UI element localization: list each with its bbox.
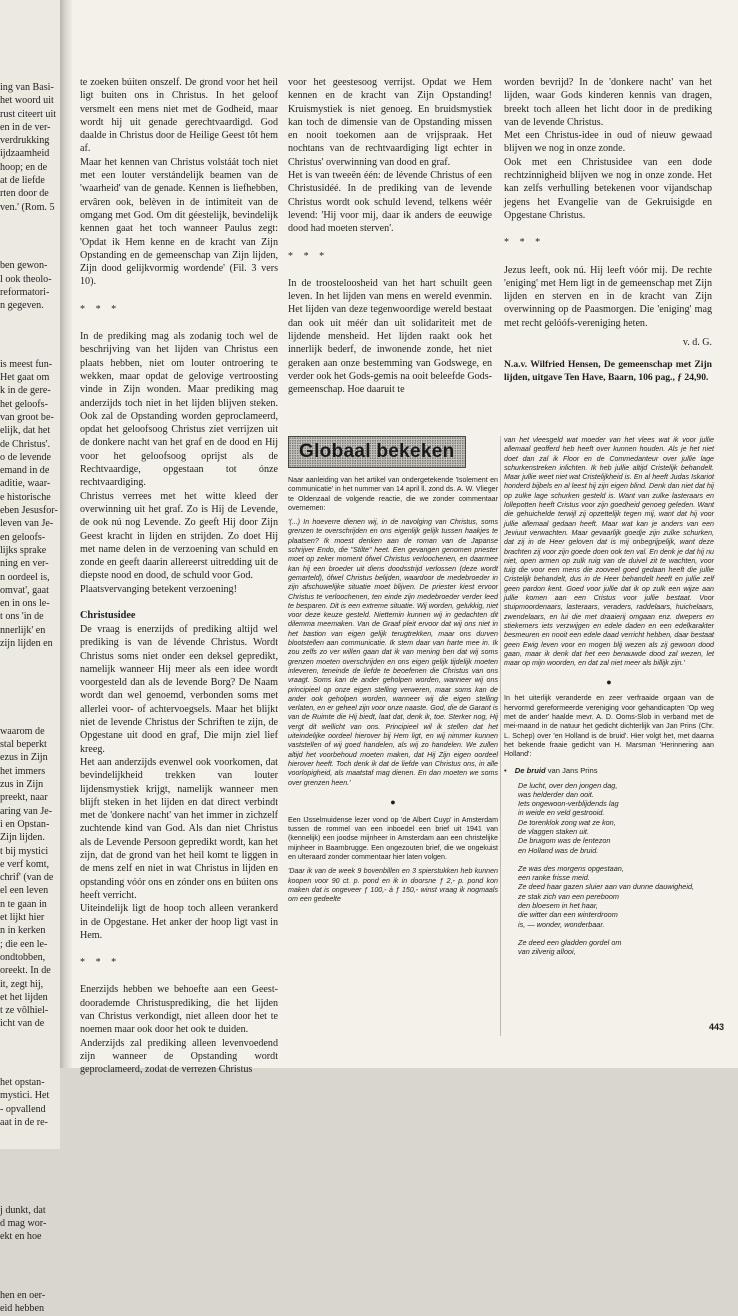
strip-fragment: leven van Je- (0, 518, 54, 530)
col1-paragraph: Anderzijds zal prediking alleen levenvoedend zijn wanneer de Opstanding wordt geproclameerd, zodat de verrezen Christus (80, 1037, 278, 1076)
strip-fragment: mystici. Het (0, 1090, 50, 1102)
strip-fragment: zus in Zijn (0, 779, 44, 791)
strip-fragment: at de liefde (0, 175, 45, 187)
col1-paragraph: te zoeken búiten onszelf. De grond voor het heil ligt buiten ons in Christus. In het geloof versmelt een mens niet met de Godheid, maar wordt hij uit genade gerechtvaardigd. God daalde in Christus door de Heilige Geest tôt hem af. (80, 77, 278, 155)
strip-fragment (0, 1260, 60, 1273)
bullet-separator: ● (390, 796, 396, 807)
strip-fragment (0, 230, 60, 243)
strip-fragment: ezus in Zijn (0, 752, 48, 764)
strip-fragment: k in de gere- (0, 385, 51, 397)
magazine-page (72, 0, 738, 1076)
strip-fragment: omvat', gaat (0, 584, 49, 596)
col3-paragraph: Met een Christus-idee in oud of nieuw gewaad blijven we nog in onze zonde. (504, 130, 712, 155)
strip-fragment: en in de ver- (0, 121, 51, 133)
strip-fragment: zijn lijden en (0, 637, 53, 649)
poem-line: Ze deed een gladden gordel om (518, 937, 622, 947)
strip-fragment: n oordeel is, (0, 571, 50, 583)
strip-fragment: rten door de (0, 188, 49, 200)
strip-fragment: et het lijden (0, 991, 48, 1003)
poem (504, 781, 714, 957)
poem-line: een ranke frisse meid. (518, 873, 590, 883)
strip-fragment: emand in de (0, 465, 50, 477)
poem-line: die witter dan een winterdroom (518, 910, 618, 920)
poem-line: den bloesem in het haar, (518, 901, 598, 911)
strip-fragment: t ons 'in de (0, 611, 44, 623)
col2-paragraph: voor het geestesoog verrijst. Opdat we Hem kennen en de kracht van Zijn Opstanding! Kruismystiek is niet genoeg. En bruidsmystiek kan toch de dimensie van de Opstanding missen en nooit toekomen aan de vrijspraak. Het nochtans van de rechtvaardiging ligt echter in Christus' overwinning van dood en graf. (288, 77, 492, 168)
strip-fragment: de Christus'. (0, 438, 51, 450)
strip-fragment: stal beperkt (0, 739, 47, 751)
ijssel-intro: Een IJsselmuidense lezer vond op 'de Albert Cuyp' in Amsterdam tussen de rommel van een inboedel een brief uit 1941 van (kennelijk) een joodse mijnheer in Amsterdam aan een christelijke mijnheer in Baarnbrugge. Een ongezouten brief, die we ongekuist en ulteraard zonder commentaar hier laten volgen. (288, 815, 498, 861)
strip-fragment: e verf komt, (0, 858, 50, 870)
poem-line: De torenklok zong wat ze kon, (518, 817, 616, 827)
strip-fragment: n te gaan in (0, 898, 47, 910)
strip-fragment: en geloofs- (0, 531, 46, 543)
page-number: 443 (708, 1022, 724, 1032)
poem-line: en Holland was de bruid. (518, 845, 599, 855)
strip-fragment: ; die een le- (0, 938, 48, 950)
strip-fragment: i en Opstan- (0, 818, 50, 830)
strip-fragment: is meest fun- (0, 358, 53, 370)
box-title-wrap (288, 436, 498, 468)
column-2 (288, 76, 492, 397)
strip-fragment: ben gewon- (0, 260, 48, 272)
book-reference: N.a.v. Wilfried Hensen, De gemeenschap met Zijn lijden, uitgave Ten Have, Baarn, 106 pag., ƒ 24,90. (504, 359, 712, 383)
strip-fragment (0, 1145, 60, 1158)
previous-page-strip (0, 0, 60, 1315)
poem-line: de vlaggen staken uit. (518, 826, 589, 836)
strip-fragment: elijk, dat het (0, 425, 51, 437)
col3-paragraph: worden bevrijd? In de 'donkere nacht' van het lijden, waar Gods kinderen kennis van dragen, breekt toch alleen het licht door in de prediking van de levende Christus. (504, 77, 712, 128)
column-1 (80, 76, 278, 1076)
author-signature: v. d. G. (682, 337, 712, 349)
strip-fragment: ven.' (Rom. 5 (0, 201, 55, 213)
strip-fragment: et lijkt hier (0, 912, 45, 924)
strip-fragment: icht van de (0, 1018, 45, 1030)
poem-line: in weide en veld gestrooid. (518, 808, 605, 818)
globaal-bekeken-right (504, 436, 714, 966)
col3-paragraph: Jezus leeft, ook nú. Hij leeft vóór mij. De rechte 'eniging' met Hem ligt in de gemeenschap met Zijn lijden en sterven en in de kracht van Zijn overwinning op de Paasmorgen. Die 'eniging' mag met recht gelóófs-vereniging heten. (504, 264, 712, 329)
strip-fragment: chrif' (van de (0, 872, 54, 884)
strip-fragment: o de levende (0, 451, 52, 463)
section-separator: * * * (80, 303, 121, 315)
poem-author: van Jans Prins (547, 765, 598, 775)
strip-fragment: t bij mystici (0, 845, 49, 857)
col1-paragraph: Christus verrees met het witte kleed der overwinning uit het graf. Zo is Hij de Levende, de ook nú nog Levende. Zo geeft Hij door Zijn Geest kracht in lijden en strijden. Zo doet Hij met name delen in de verzoening van schuld en zonde en geeft daarin allereerst uitredding uit de diepste nood en dood, de schuld voor God. (80, 490, 278, 582)
poem-stanza-2 (518, 864, 714, 929)
strip-fragment: van groot be- (0, 411, 54, 423)
col1-paragraph: Plaatsvervanging betekent verzoening! (80, 583, 237, 595)
strip-fragment (0, 666, 60, 679)
strip-fragment: l ook theolo- (0, 273, 52, 285)
strip-fragment: ing van Basi- (0, 82, 54, 93)
globaal-bekeken-left (288, 436, 498, 904)
col2-paragraph: Het is van tweeën één: de lévende Christus of een Christusidéé. In de prediking van de levende Christus wordt ook schuld levend, telkens wéér levend: 'Hij voor mij, daar ik anders de eeuwige dood had moeten sterven'. (288, 170, 492, 235)
strip-fragment: ning en ver- (0, 558, 49, 570)
strip-fragment: el een leven (0, 885, 49, 897)
col1-paragraph: De vraag is enerzijds of prediking altijd wel prediking is van de lévende Christus. Wordt Christus soms niet onder een deksel gepredikt, namelijk wanneer Hij meer als een idee wordt voorgesteld dan als de levende Borg? De Naam wordt dan wel genoemd, verbonden soms met allerlei voor- of achtervoegsels. Maar het blijkt niet de levende Christus der Schriften te zijn, de Opgestane uit dood en graf, Die mijn ziel lief kreeg. (80, 623, 278, 755)
strip-fragment: it, zegt hij, (0, 978, 44, 990)
strip-fragment: Het gaat om (0, 372, 50, 384)
col3-paragraph: Ook met een Christusidee van een dode rechtzinnigheid blijven we nog in onze zonde. Het kan zelfs verhulling betekenen voor vijandschap jegens het Evangelie van de Gekruisigde en Opgestane Christus. (504, 156, 712, 221)
strip-fragment: aring van Je- (0, 805, 53, 817)
strip-fragment: aat in de re- (0, 1116, 48, 1128)
box-intro: Naar aanleiding van het artikel van ondergetekende 'Isolement en communicatie' in het nummer van 14 april ll. zond ds. A. W. Vlieger te Oldenzaal de volgende reactie, die we zonder commentaar overnemen: (288, 476, 498, 512)
strip-fragment: ijdzaamheid (0, 148, 50, 160)
poem-stanza-1 (518, 781, 714, 855)
strip-fragment: het immers (0, 765, 46, 777)
poem-line: De bruigom was de lentezon (518, 836, 611, 846)
bullet-separator: ● (606, 677, 612, 688)
poem-stanza-3 (518, 938, 714, 957)
strip-fragment: t ze vôlhiel- (0, 1005, 49, 1017)
strip-fragment (0, 328, 60, 341)
poem-line: ze stak zich van een pereboom (518, 891, 619, 901)
col1-paragraph: Uiteindelijk ligt de hoop toch alleen verankerd in de Opgestane. Het anker der hoop ligt vast in Hem. (80, 903, 278, 941)
poem-line: van zilverig allooi, (518, 947, 576, 957)
strip-fragment: nnerlijk' en (0, 624, 46, 636)
poem-line: Ze deed haar gazen sluier aan van dunne dauwigheid, (518, 882, 695, 892)
strip-fragment: lijks sprake (0, 544, 47, 556)
col1-paragraph: Maar het kennen van Christus volstáát toch niet met een louter verstándelijk beamen van de 'waarheid' van de genade. Kennen is liefhebben, ervâren ook, belèven in de intimiteit van de omgang met God. Om dit géestelijk, bevindelijk kennen gaat het toch wanneer Paulus zegt: 'Opdat ik Hem kenne en de kracht van Zijn Opstanding en de gemeenschap van Zijn lijden, Zijn dood gelijkvormig wordende' (Fil. 3 vers 10). (80, 156, 278, 288)
strip-fragment: j dunkt, dat (0, 1204, 46, 1216)
strip-fragment: aditie, waar- (0, 478, 51, 490)
poem-line: Iets ongewoon-verblijdends lag (518, 799, 619, 809)
strip-fragment: hen en oer- (0, 1289, 46, 1301)
strip-fragment: verdrukking (0, 135, 50, 147)
strip-fragment: - opvallend (0, 1103, 46, 1115)
page-gutter (60, 0, 72, 1068)
poem-intro: In het uiterlijk veranderde en zeer verfraaide orgaan van de hervormd gereformeerde vereniging voor gehandicapten 'Op weg met de ander' haalde mevr. A. D. Ooms-Slob in verband met de mei-maand in de natuur het gedicht dichterlijk van Jan Prins (Chr. L. Schep) over 'en Holland is de bruid'. Hier volgt het, met daarna het bekende fraaie gedicht van H. Marsman 'Herinnering aan Holland': (504, 694, 714, 759)
strip-fragment: n in kerken (0, 925, 46, 937)
col1-paragraph: In de prediking mag als zodanig toch wel de beschrijving van het lijden van Christus een plaats hebben, niet om louter ontroering te wekken, maar opdat de gelovige vertroosting vinde in Zijn wonden. Maar prediking mag anderzijds toch niet in het lijden blijven steken. Ook zal de Opstanding worden geproclameerd, opdat het geloofsoog Christus zíet verrijzen uit de donkere nacht van het graf en de dood en Hij voor het geloofsoog oprijst als de Rechtvaardige, opgestaan tot ónze rechtvaardiging. (80, 331, 278, 489)
strip-fragment: eben Jesusfor- (0, 505, 58, 517)
poem-heading (504, 766, 714, 775)
strip-fragment: Zijn lijden. (0, 832, 45, 844)
box-divider-line (500, 436, 501, 1036)
strip-fragment: waarom de (0, 725, 45, 737)
section-separator: * * * (504, 237, 545, 249)
box-title: Globaal bekeken (288, 436, 466, 468)
strip-fragment: d mag wor- (0, 1218, 47, 1230)
strip-fragment: preekt, naar (0, 792, 48, 804)
ijssel-quote: 'Daar ik van de week 9 bovenbillen en 3 spierstukken heb kunnen koopen voor 90 ct. p. pond en ik in doorsne ƒ 2,- p. pond kon maken dat is ongeveer ƒ 100,- à ƒ 150,- winst vraag ik nogmaals om een gedeelte (288, 867, 498, 904)
strip-fragment: hoop; en de (0, 161, 48, 173)
strip-fragment: het woord uit (0, 95, 54, 107)
column-3 (504, 76, 712, 385)
section-separator: * * * (288, 250, 329, 262)
poem-title: De bruid (514, 765, 546, 775)
box-quote: '(...) In hoeverre dienen wij, in de navolging van Christus, soms grenzen te overschrijden en ons eigenlijk gelijk tussen haakjes te plaatsen? Ik moest denken aan de roman van de Japanse schrijver Endo, die "Stilte" heet. Een gevangen genomen priester moet op zeker moment ófwel Christus verloochenen, en daarmee kan hij een broeder uit diens doodsstrijd verlossen (deze wordt gemarteld), ófwel Christus belijden, waardoor de medebroeder in zijn afschuwelijke situatie moet blijven. De priester kiest ervoor Christus te verloochenen, ten einde zijn medebroeder verder leed te besparen. Dit is een extreme situatie. Wij worden, gelukkig, niet voor deze keuze gesteld. Niettemin kunnen wij in gedachten dit dilemma meemaken. Van de Graaf pleit ervoor dat wij ons niet in het bastion van eigen gelijk terugtrekken, maar ons durven blootstellen aan communicatie. Ik stem daar van harte mee in. Ik zou zelfs zo ver willen gaan dat ik van mening ben dat wij soms grenzen moeten overschrijden en ons eigen gelijk tijdelijk moeten inleveren, teneinde de liefde te beoefenen die Christus van ons vraagt. Soms kan de ander geholpen worden, wanneer wij ons principieel op onze eigen stelling verweren, maar soms kan de ander ook geholpen worden, wanneer wij die eigen stelling verlaten, en er geheel zijn voor onze naaste. God, die de Garant is van de Ruimte die Hij biedt, laat dat, denk ik, toe. Sterker nog, Hij vergt dit wellicht van ons. Principieel wil ik stellen dat het uiteindelijke oordeel hierover bij Hem ligt, en wij nimmer kunnen vaststellen of wij goed handelen, als wij zo handelen. We zullen altijd het voorbehoud moeten maken, dat Hij Zijn eigen oordeel hierover heeft. Toch denk ik dat de liefde van Christus ons, in alle voorlopigheid, als maatstaf mag dienen. En dan moeten we soms over grenzen heen.' (288, 518, 498, 787)
strip-fragment: en in ons le- (0, 598, 50, 610)
strip-fragment: reformatori- (0, 286, 50, 298)
strip-fragment: het opstan- (0, 1077, 45, 1088)
strip-fragment: oreekt. In de (0, 965, 51, 977)
strip-fragment: ondtobben, (0, 951, 46, 963)
strip-fragment: eid hebben (0, 1303, 45, 1315)
col2-paragraph: In de troosteloosheid van het hart schuilt geen leven. In het lijden van mens en wereld evenmin. Het lijden van deze tegenwoordige wereld bestaat dan ook uit méér dan uit solidariteit met de lijdende mensheid. Het lijden raakt ook het innerlijk bederf, de inwonende zonde, het niet geraken aan onze bestemming van Godswege, en verder ook het Gods-gemis na ooit beleefde Gods-gemeenschap. Hoe daaruit te (288, 277, 492, 396)
col1-paragraph: Enerzijds hebben we behoefte aan een Geest-doorademde Christusprediking, die het lijden van Christus verkondigt, niet alleen door het te noemen maar ook door het ook te duiden. (80, 984, 278, 1036)
strip-fragment: n gegeven. (0, 300, 44, 312)
poem-line: was helderder dan ooit. (518, 789, 594, 799)
strip-fragment: e historische (0, 491, 51, 503)
poem-line: is, — wonder, wonderbaar. (518, 919, 605, 929)
subheading-christusidee: Christusidee (80, 609, 136, 621)
strip-fragment (0, 1047, 60, 1060)
strip-fragment: het geloofs- (0, 398, 48, 410)
poem-line: Ze was des morgens opgestaan, (518, 863, 624, 873)
section-separator: * * * (80, 957, 121, 969)
strip-fragment (0, 1174, 60, 1187)
letter-continuation: van het vleesgeld wat moeder van het vlees wat ik voor jullie allemaal geofferd heb heeft over kunnen houden. Als je het niet doet dan zal ik Floor en de Commedanteur over jullie lage schurkenstreken inlichten. Ik heb jullie altijd Cristelijk behandelt. Maar jullie weet niet wat Cristelijkheid is. En al heeft Judas Iskariot honderd bijbels en al leest hij zijn eigen blind. Denk dan niet dat hij op zulke lage schurken gesteld is. Want van zulke lasteraars en lollepotten heeft Cristus voor zijn goedheid genoeg geleden. Want die gehuichelde terwijl zij opzettelijk tegen mij, want dat hij voor jullie allemaal gedaan heeft. Maar wat kan je anders van een Jeviuut verwachten. Maar gevaarlijk goedje zijn zulke schurken, dat zij in de Heer geloven dat is mij onbegrijpelijk, want deze brachten zij voor zijn goede doen ook ten val. En denk je dat hij nu niet, open armen op zulk ruig van de duivel zit te wachten, voor tuig die voor een mens die zooveel goed gedaan heeft die jullie Cristelijk behandelt, dus in de Heer behandelt heeft en jullie zelf geen pardon kent. Goed voor jullie dat ik op zulk een wijze aan jullie komen aan een Cristus voor jullie bestaat. Voor stuipmoordenaars, lasteraars, veraders, raddelaars, huichelaars, zwendelaars, en lui die met draaierij omgaan enz. dwepers en stiekemers iets verzwijgen en edele daden en een edelkarakter besmeuren en nooit een edele daad verricht hebben, daar bestaat geen Ewig leven voor en mogen blij wezen als zij gewoon dood gaan, maar ik denk dat het een benauwde dood zal wezen, let maar op mijn woorden, en dat zal niet meer als billijk zijn.' (504, 436, 714, 668)
strip-fragment: rust citeert uit (0, 108, 57, 120)
poem-line: De lucht, over den jongen dag, (518, 780, 618, 790)
col1-paragraph: Het aan anderzijds evenwel ook voorkomen, dat bevindelijkheid trekken van louter lijdensmystiek krijgt, namelijk wanneer men blijft steken in het lijden en dat direct verbindt met de 'donkere nacht' van het immer in zichzelf zuchtende kind van God. Als dan niet Christus als de Levende Persoon gepredikt wordt, kan het zijn, dat de grond van het heil komt te liggen in de mens zelf en niet in wat Christus in lijden en opstanding vóór ons en zónder ons en búiten ons heeft verricht. (80, 756, 278, 901)
strip-fragment: ekt en hoe (0, 1231, 42, 1243)
strip-fragment (0, 696, 60, 709)
bullet-icon: • (504, 765, 507, 775)
